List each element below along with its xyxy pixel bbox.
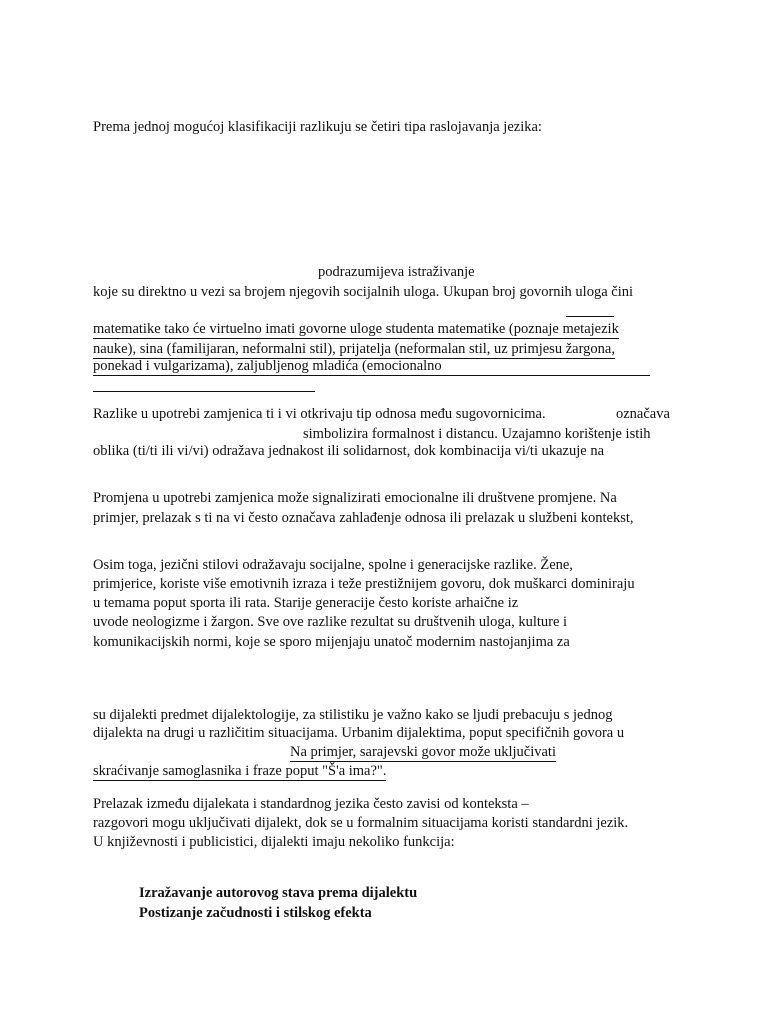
paragraph-5-line-1: su dijalekti predmet dijalektologije, za stilistiku je važno kako se ljudi prebacuju s jednog (93, 707, 613, 723)
paragraph-4-line-2: primjerice, koriste više emotivnih izraza i teže prestižnijem govoru, dok muškarci dominiraju (93, 576, 635, 592)
paragraph-1-line-1: podrazumijeva istraživanje (318, 264, 475, 280)
paragraph-2-line-1: Razlike u upotrebi zamjenica ti i vi otkrivaju tip odnosa među sugovornicima. (93, 406, 546, 422)
paragraph-2-line-2: simbolizira formalnost i distancu. Uzajamno korištenje istih (303, 426, 651, 442)
paragraph-1-line-5: ponekad i vulgarizama), zaljubljenog mladića (emocionalno (93, 357, 650, 376)
paragraph-6-line-3: U književnosti i publicistici, dijalekti imaju nekoliko funkcija: (93, 834, 455, 850)
paragraph-5-line-4: skraćivanje samoglasnika i fraze poput "Š'a ima?". (93, 763, 387, 779)
paragraph-6-line-1: Prelazak između dijalekata i standardnog jezika često zavisi od konteksta – (93, 796, 529, 812)
paragraph-2-line-1-end: označava (616, 406, 670, 422)
paragraph-1-line-3: matematike tako će virtuelno imati govorne uloge studenta matematike (poznaje metajezik (93, 321, 619, 337)
paragraph-1-line-2: koje su direktno u vezi sa brojem njegovih socijalnih uloga. Ukupan broj govornih uloga čini (93, 284, 634, 300)
list-item: Izražavanje autorovog stava prema dijalektu (139, 885, 418, 901)
list-item: Postizanje začudnosti i stilskog efekta (139, 905, 372, 921)
paragraph-3-line-2: primjer, prelazak s ti na vi često označava zahlađenje odnosa ili prelazak u službeni kontekst, (93, 510, 634, 526)
paragraph-3-line-1: Promjena u upotrebi zamjenica može signalizirati emocionalne ili društvene promjene. Na (93, 490, 617, 506)
underline-rule (93, 391, 315, 392)
paragraph-6-line-2: razgovori mogu uključivati dijalekt, dok se u formalnim situacijama koristi standardni jezik. (93, 815, 629, 831)
intro-sentence: Prema jednoj mogućoj klasifikaciji razlikuju se četiri tipa raslojavanja jezika: (93, 119, 542, 135)
underline-rule (566, 316, 614, 317)
paragraph-2-line-3: oblika (ti/ti ili vi/vi) odražava jednakost ili solidarnost, dok kombinacija vi/ti ukazuje na (93, 443, 605, 459)
paragraph-5-line-2: dijalekta na drugi u različitim situacijama. Urbanim dijalektima, poput specifičnih govora u (93, 725, 625, 741)
paragraph-1-line-4: nauke), sina (familijaran, neformalni stil), prijatelja (neformalan stil, uz primjesu žargona, (93, 341, 615, 357)
paragraph-5-line-3: Na primjer, sarajevski govor može uključivati (290, 744, 556, 760)
paragraph-4-line-3: u temama poput sporta ili rata. Starije generacije često koriste arhaične iz (93, 595, 519, 611)
paragraph-4-line-5: komunikacijskih normi, koje se sporo mijenjaju unatoč modernim nastojanjima za (93, 634, 570, 650)
paragraph-4-line-1: Osim toga, jezični stilovi odražavaju socijalne, spolne i generacijske razlike. Žene, (93, 557, 573, 573)
paragraph-4-line-4: uvode neologizme i žargon. Sve ove razlike rezultat su društvenih uloga, kulture i (93, 614, 568, 630)
